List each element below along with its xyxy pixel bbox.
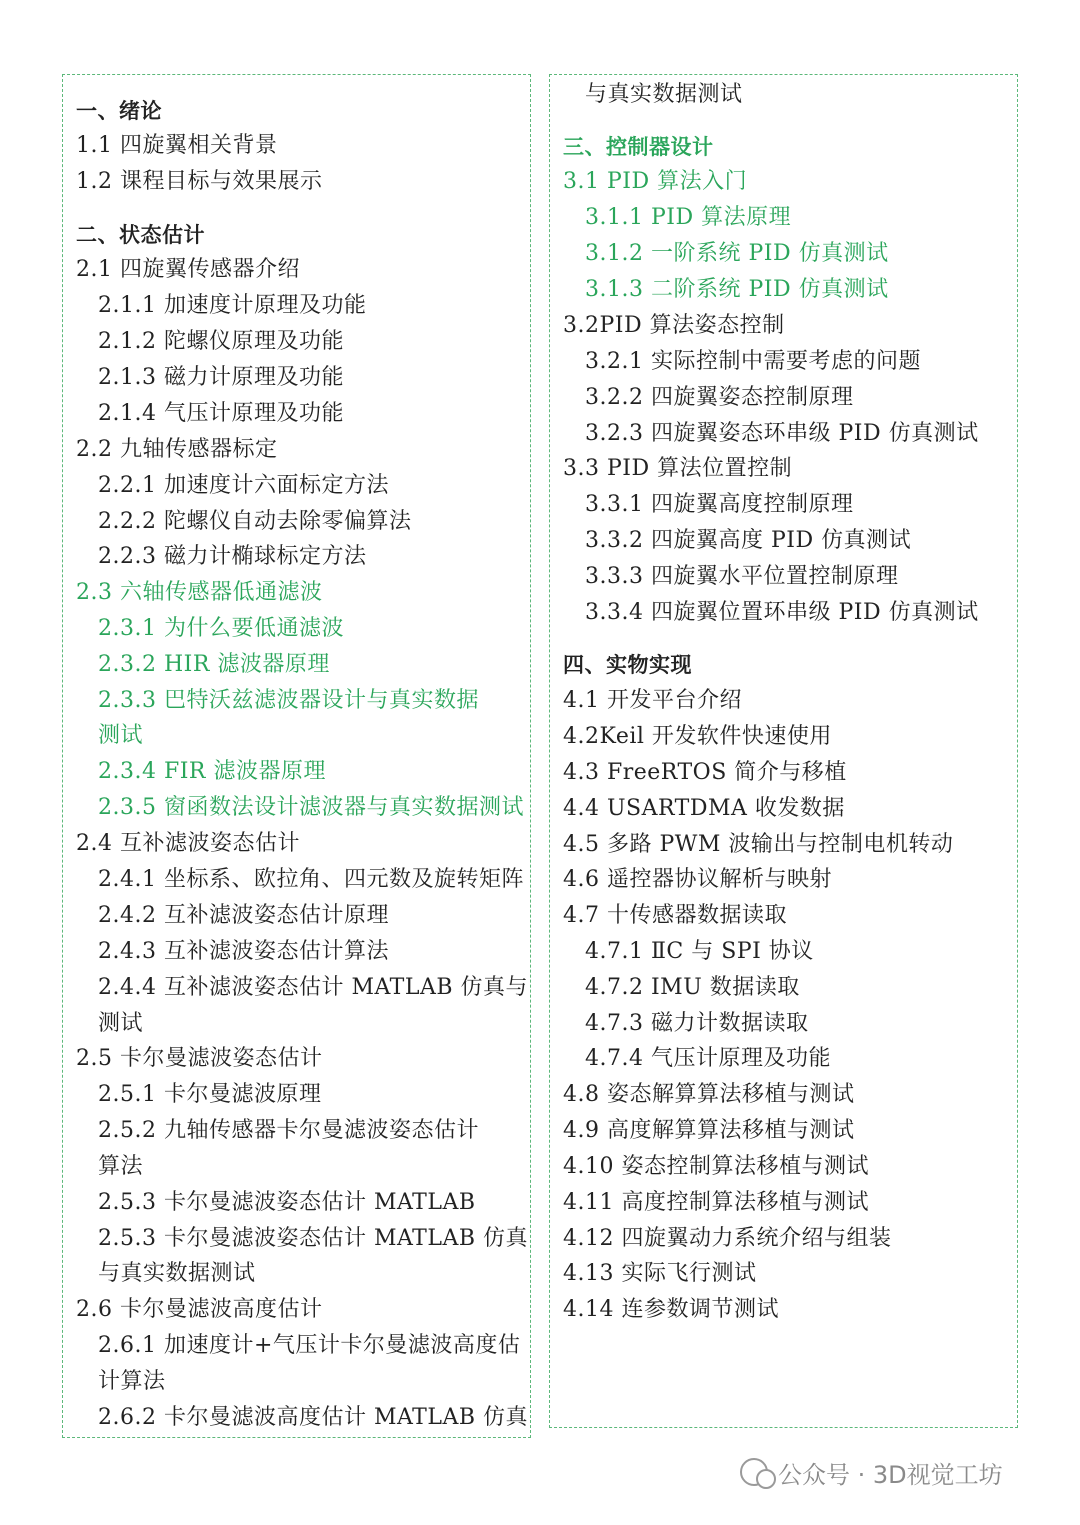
toc-entry: 2.4.1 坐标系、欧拉角、四元数及旋转矩阵 <box>98 867 524 892</box>
toc-entry: 2.6.2 卡尔曼滤波高度估计 MATLAB 仿真 <box>98 1405 529 1430</box>
toc-entry: 3.3.3 四旋翼水平位置控制原理 <box>585 564 899 589</box>
toc-entry: 2.5.3 卡尔曼滤波姿态估计 MATLAB 仿真 <box>98 1226 529 1251</box>
toc-entry: 4.11 高度控制算法移植与测试 <box>563 1190 869 1215</box>
toc-right-column <box>549 74 1018 1428</box>
toc-entry: 2.2.3 磁力计椭球标定方法 <box>98 544 367 569</box>
toc-entry: 4.7.1 ⅡC 与 SPI 协议 <box>585 939 814 964</box>
toc-entry: 2.4.2 互补滤波姿态估计原理 <box>98 903 389 928</box>
watermark-text: 公众号 · 3D视觉工坊 <box>778 1460 1003 1489</box>
toc-entry: 2.5.1 卡尔曼滤波原理 <box>98 1082 322 1107</box>
toc-entry: 2.3.4 FIR 滤波器原理 <box>98 759 326 784</box>
toc-entry: 3.3 PID 算法位置控制 <box>563 456 793 481</box>
toc-entry: 3.1 PID 算法入门 <box>563 169 748 194</box>
toc-entry: 4.1 开发平台介绍 <box>563 688 742 713</box>
toc-entry: 2.5.3 卡尔曼滤波姿态估计 MATLAB <box>98 1190 476 1215</box>
toc-entry: 1.1 四旋翼相关背景 <box>76 133 278 158</box>
toc-entry: 4.3 FreeRTOS 简介与移植 <box>563 760 847 785</box>
toc-section-heading: 二、状态估计 <box>76 223 205 247</box>
toc-entry: 2.3.2 HIR 滤波器原理 <box>98 652 330 677</box>
toc-section-heading: 四、实物实现 <box>563 653 692 677</box>
toc-entry: 2.6 卡尔曼滤波高度估计 <box>76 1297 323 1322</box>
toc-entry: 4.8 姿态解算算法移植与测试 <box>563 1082 855 1107</box>
toc-entry: 3.1.1 PID 算法原理 <box>585 205 792 230</box>
toc-entry: 2.6.1 加速度计+气压计卡尔曼滤波高度估 <box>98 1333 521 1358</box>
toc-entry: 3.2PID 算法姿态控制 <box>563 313 785 338</box>
toc-entry: 4.9 高度解算算法移植与测试 <box>563 1118 855 1143</box>
toc-entry: 2.1.4 气压计原理及功能 <box>98 401 344 426</box>
toc-entry: 2.4 互补滤波姿态估计 <box>76 831 300 856</box>
toc-entry: 3.3.4 四旋翼位置环串级 PID 仿真测试 <box>585 600 979 625</box>
toc-entry: 4.12 四旋翼动力系统介绍与组装 <box>563 1226 892 1251</box>
toc-entry: 3.2.2 四旋翼姿态控制原理 <box>585 385 854 410</box>
toc-entry: 4.7.2 IMU 数据读取 <box>585 975 800 1000</box>
toc-entry: 计算法 <box>98 1369 166 1394</box>
wechat-icon <box>740 1458 768 1486</box>
toc-entry: 4.5 多路 PWM 波输出与控制电机转动 <box>563 832 954 857</box>
toc-section-heading: 一、绪论 <box>76 99 162 123</box>
toc-entry: 2.5.2 九轴传感器卡尔曼滤波姿态估计 <box>98 1118 479 1143</box>
toc-section-heading: 三、控制器设计 <box>563 135 714 159</box>
toc-entry: 与真实数据测试 <box>98 1261 256 1286</box>
toc-entry: 2.1.1 加速度计原理及功能 <box>98 293 367 318</box>
toc-entry: 算法 <box>98 1154 144 1179</box>
toc-entry: 4.6 遥控器协议解析与映射 <box>563 867 832 892</box>
toc-entry: 测试 <box>98 1011 144 1036</box>
toc-entry: 4.4 USARTDMA 收发数据 <box>563 796 845 821</box>
watermark <box>740 1452 1003 1492</box>
toc-entry: 4.7.3 磁力计数据读取 <box>585 1011 809 1036</box>
toc-entry: 4.13 实际飞行测试 <box>563 1261 757 1286</box>
toc-entry: 4.10 姿态控制算法移植与测试 <box>563 1154 869 1179</box>
toc-entry: 2.2.1 加速度计六面标定方法 <box>98 473 389 498</box>
toc-entry: 4.7 十传感器数据读取 <box>563 903 787 928</box>
toc-entry: 2.1.3 磁力计原理及功能 <box>98 365 344 390</box>
toc-entry: 2.3.3 巴特沃兹滤波器设计与真实数据 <box>98 688 479 713</box>
toc-entry: 2.1 四旋翼传感器介绍 <box>76 257 300 282</box>
toc-entry: 2.4.4 互补滤波姿态估计 MATLAB 仿真与 <box>98 975 529 1000</box>
toc-entry: 3.1.3 二阶系统 PID 仿真测试 <box>585 277 889 302</box>
toc-entry: 2.3.5 窗函数法设计滤波器与真实数据测试 <box>98 795 524 820</box>
toc-entry: 3.3.2 四旋翼高度 PID 仿真测试 <box>585 528 912 553</box>
toc-entry: 3.1.2 一阶系统 PID 仿真测试 <box>585 241 889 266</box>
toc-entry: 与真实数据测试 <box>585 82 743 107</box>
toc-entry: 2.5 卡尔曼滤波姿态估计 <box>76 1046 323 1071</box>
toc-entry: 2.3.1 为什么要低通滤波 <box>98 616 344 641</box>
toc-entry: 2.2 九轴传感器标定 <box>76 437 278 462</box>
toc-entry: 测试 <box>98 723 144 748</box>
toc-entry: 3.3.1 四旋翼高度控制原理 <box>585 492 854 517</box>
toc-entry: 3.2.1 实际控制中需要考虑的问题 <box>585 349 921 374</box>
toc-entry: 2.2.2 陀螺仪自动去除零偏算法 <box>98 509 412 534</box>
toc-entry: 2.4.3 互补滤波姿态估计算法 <box>98 939 389 964</box>
toc-entry: 4.2Keil 开发软件快速使用 <box>563 724 832 749</box>
toc-entry: 4.7.4 气压计原理及功能 <box>585 1046 831 1071</box>
toc-entry: 1.2 课程目标与效果展示 <box>76 169 323 194</box>
toc-entry: 2.1.2 陀螺仪原理及功能 <box>98 329 344 354</box>
toc-entry: 3.2.3 四旋翼姿态环串级 PID 仿真测试 <box>585 421 979 446</box>
toc-entry: 4.14 连参数调节测试 <box>563 1297 779 1322</box>
toc-left-column <box>62 74 531 1438</box>
toc-entry: 2.3 六轴传感器低通滤波 <box>76 580 323 605</box>
